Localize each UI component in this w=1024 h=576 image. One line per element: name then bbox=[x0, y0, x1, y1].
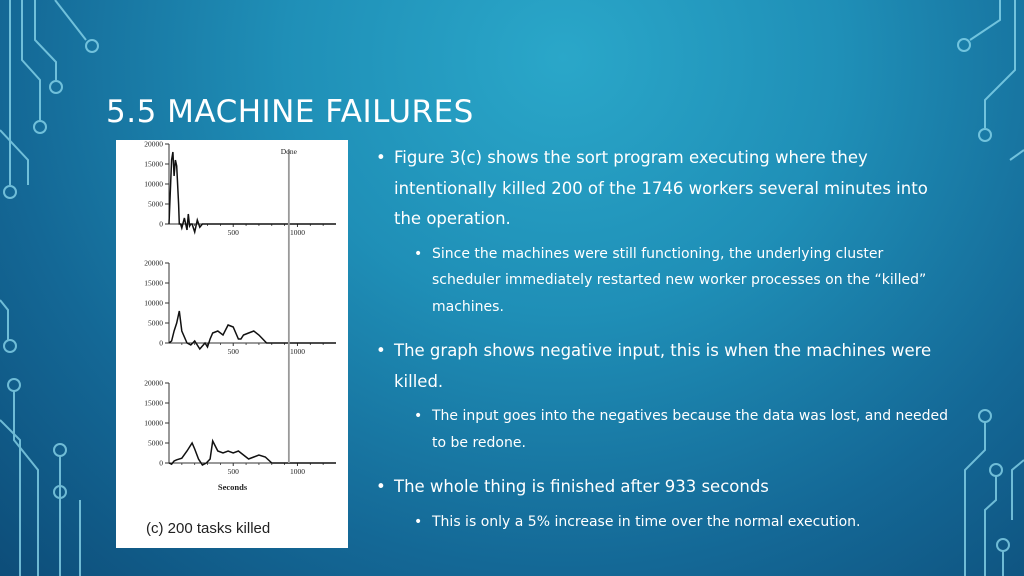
series-line-panel-1 bbox=[169, 152, 336, 232]
bullet-dot: • bbox=[414, 513, 423, 530]
bullet-1-text: Figure 3(c) shows the sort program executing where they intentionally killed 200 of the 1746 workers several minutes into the operation. bbox=[394, 148, 928, 228]
sub-bullet-3 bbox=[414, 509, 956, 536]
y-tick-label: 0 bbox=[159, 458, 163, 468]
sub-bullet-1-text: Since the machines were still functioning, the underlying cluster scheduler immediately restarted new worker processes on the “killed” machines. bbox=[432, 245, 927, 315]
y-tick-label: 0 bbox=[159, 219, 163, 229]
y-tick-label: 10000 bbox=[144, 298, 163, 308]
y-tick-label: 10000 bbox=[144, 179, 163, 189]
y-tick-label: 5000 bbox=[148, 199, 163, 209]
x-tick-label: 500 bbox=[227, 467, 239, 476]
bullet-dot: • bbox=[376, 341, 386, 360]
sub-bullet-1 bbox=[414, 241, 956, 321]
y-tick-label: 20000 bbox=[144, 140, 163, 149]
sub-bullet-2-text: The input goes into the negatives because the data was lost, and needed to be redone. bbox=[432, 408, 949, 451]
sub-bullet-2 bbox=[414, 403, 956, 456]
x-tick-label: 1000 bbox=[289, 228, 305, 237]
x-tick-label: 500 bbox=[227, 228, 239, 237]
chart bbox=[116, 140, 348, 548]
y-tick-label: 0 bbox=[159, 338, 163, 348]
bullet-dot: • bbox=[414, 245, 423, 262]
done-label: Done bbox=[280, 147, 297, 156]
y-tick-label: 5000 bbox=[148, 438, 163, 448]
y-tick-label: 20000 bbox=[144, 258, 163, 268]
y-tick-label: 15000 bbox=[144, 278, 163, 288]
figure-caption: (c) 200 tasks killed bbox=[146, 520, 271, 537]
series-line-panel-3 bbox=[169, 441, 336, 465]
x-tick-label: 500 bbox=[227, 347, 239, 356]
figure-panel bbox=[116, 140, 348, 548]
bullet-3-text: The whole thing is finished after 933 seconds bbox=[394, 477, 769, 496]
y-tick-label: 20000 bbox=[144, 378, 163, 388]
sub-bullet-3-text: This is only a 5% increase in time over the normal execution. bbox=[432, 513, 861, 530]
bullet-dot: • bbox=[414, 408, 423, 424]
bullet-dot: • bbox=[376, 148, 386, 167]
bullet-dot: • bbox=[376, 477, 386, 496]
x-axis-title: Seconds bbox=[217, 482, 248, 492]
bullet-1 bbox=[376, 143, 956, 235]
bullet-2-text: The graph shows negative input, this is when the machines were killed. bbox=[394, 341, 932, 391]
y-tick-label: 10000 bbox=[144, 418, 163, 428]
x-tick-label: 1000 bbox=[289, 467, 305, 476]
slide-title: 5.5 MACHINE FAILURES bbox=[106, 94, 474, 130]
bullet-list bbox=[376, 143, 956, 541]
bullet-3 bbox=[376, 472, 956, 503]
y-tick-label: 15000 bbox=[144, 159, 163, 169]
bullet-2 bbox=[376, 336, 956, 397]
y-tick-label: 15000 bbox=[144, 398, 163, 408]
y-tick-label: 5000 bbox=[148, 318, 163, 328]
x-tick-label: 1000 bbox=[289, 347, 305, 356]
